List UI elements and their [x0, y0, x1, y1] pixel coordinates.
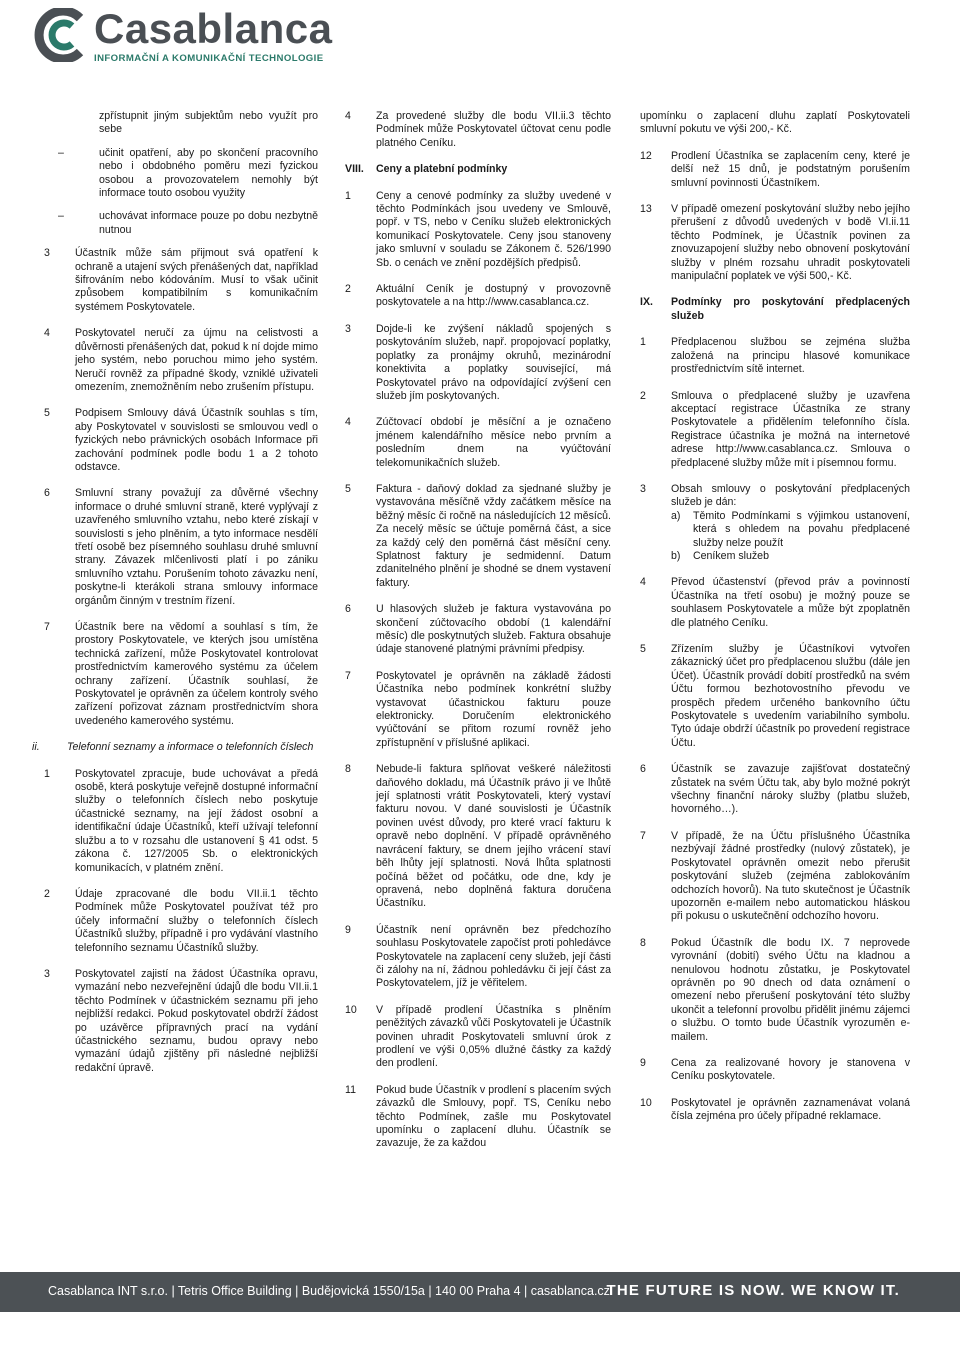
clause: [345, 416, 611, 470]
clause: [640, 483, 910, 563]
clause-number: 8: [345, 763, 351, 776]
paragraph: zpřístupnit jiným subjektům nebo využít pro sebe: [99, 110, 318, 136]
clause-text: Poskytovatel zajistí na žádost Účastníka opravu, vymazání nebo nezveřejnění údajů dle bodu VII.ii.1 těchto Podmínek v účastnickém seznamu při jeho nejbližší redakci. Pokud poskytovatel obdrží žádost po uzávěrce přípravných prací na vydání účastnického seznamu, budou opravy nebo vymazání údajů zjištěny při následné nejbližší redakční úpravě.: [75, 967, 318, 1074]
clause: [345, 603, 611, 657]
sub-label: a): [671, 509, 681, 522]
clause-text: U hlasových služeb je faktura vystavována po skončení zúčtovacího období (1 kalendářní měsíc) dle poskytnutých služeb. Faktura obsahuje údaje stanovené platnými právními předpisy.: [376, 603, 611, 656]
clause-text: Za provedené služby dle bodu VII.ii.3 těchto Podmínek může Poskytovatel účtovat cenu podle platného Ceníku.: [376, 110, 611, 149]
clause-number: 11: [345, 1083, 356, 1096]
dash-text: učinit opatření, aby po skončení pracovního nebo i obdobného poměru mezi fyzickou osobou a provozovatelem nemohly být informace touto osobou využity: [99, 146, 318, 200]
clause: [345, 283, 611, 310]
clause-number: 4: [44, 327, 50, 340]
clause: [640, 203, 910, 283]
column-3: [640, 110, 910, 1137]
clause-text: Smluvní strany považují za důvěrné všechny informace o druhé smluvní straně, které vyplývají z uzavřeného smluvního vztahu, nebo které získají v souvislosti s jeho plněním, a tyto informace nesdělí třetí osobě bez písemného souhlasu druhé smluvní strany. Závazek mlčenlivosti platí i po zániku smluvního vztahu. Porušením tohoto závazku není, poskytne-li kterákoli strana smlouvy informace orgánům činným v trestním řízení.: [75, 487, 318, 607]
clause-text: Účastník bere na vědomí a souhlasí s tím, že prostory Poskytovatele, ve kterých jsou umístěna technická zařízení, může Poskytovatel kontrolovat prostřednictvím kamerového systému za účelem ochrany zařízení. Účastník souhlasí, že Poskytovatel je oprávněn za účelem kontroly svého zařízení pořizovat záznam prostřednictvím shora uvedeného kamerového systému.: [75, 621, 318, 727]
clause-number: 1: [640, 336, 646, 349]
clause-text: Účastník není oprávněn bez předchozího souhlasu Poskytovatele započíst proti pohledávce Poskytovatele na zaplacení ceny služeb, její části či zálohy na ní, žádnou pohledávku či její část za Poskytovatelem, jíž je věřitelem.: [376, 923, 611, 990]
clause: [345, 1084, 611, 1151]
clause-text: Obsah smlouvy o poskytování předplacených služeb je dán:: [671, 482, 910, 509]
clause-text: Dojde-li ke zvýšení nákladů spojených s poskytováním služeb, např. propojovací poplatky, poplatky za pronájmy okruhů, mezinárodní konektivita a poplatky související, má Poskytovatel právo na odpovídající zvýšení cen služeb jím poskytovaných.: [376, 322, 611, 402]
footer-address: Casablanca INT s.r.o. | Tetris Office Building | Budějovická 1550/15a | 140 00 Praha 4 | casablanca.cz: [48, 1284, 610, 1298]
clause-number: 6: [44, 487, 50, 500]
clause: [345, 670, 611, 750]
section-title: Ceny a platební podmínky: [376, 163, 508, 176]
clause: [640, 336, 910, 376]
clause-number: 5: [345, 482, 351, 495]
clause-text: Smlouva o předplacené služby je uzavřena akceptací registrace Účastníka ze strany Poskytovatele a přidělením telefonního čísla. Registrace účastníka je možná na internetové adrese http://www.casablanca.cz. Smlouva o předplacené služby může mít i písemnou formu.: [671, 389, 910, 469]
clause-text: Nebude-li faktura splňovat veškeré náležitosti daňového dokladu, má Účastník právo ji ve lhůtě její splatnosti vrátit Poskytovateli, který vystaví fakturu novou. V dané souvislosti je Účastník povinen uvést důvody, pro které vrací fakturu k opravě nebo doplnění. V případě oprávněného navrácení faktury, se dnem jejího vrácení staví běh lhůty její splatnosti. Nová lhůta splatnosti počíná běžet od počátku, ode dne, kdy je opravená, nebo doplněná faktura doručena Účastníku.: [376, 763, 611, 910]
sub-label: b): [671, 549, 681, 562]
clause-text: Účastník se zavazuje zajišťovat dostatečný zůstatek na svém Účtu tak, aby bylo možné pokrýt všechny finanční nároky služby (platbu služeb, hovorného…).: [671, 763, 910, 816]
clause: [345, 924, 611, 991]
clause-text: Faktura - daňový doklad za sjednané služby je vystavována měsíčně vždy začátkem měsíce na běžný měsíc či ročně na následujících 12 měsíců. Za necelý měsíc se účtuje poměrná část, a sice za každý celý den poměrná část měsíční ceny. Splatnost faktury je sedmidenní. Datum zdanitelného plnění je shodné se dnem vystavení faktury.: [376, 482, 611, 589]
clause: [640, 1057, 910, 1084]
clause-number: 7: [44, 621, 50, 633]
clause-number: 1: [44, 767, 50, 780]
clause: [345, 1004, 611, 1071]
footer-bar: [0, 1272, 960, 1312]
dash-marker: –: [58, 146, 64, 159]
section-number: ii.: [32, 741, 40, 754]
clause-number: 9: [345, 923, 351, 936]
clause-number: 3: [640, 482, 646, 495]
clause-text: Údaje zpracované dle bodu VII.ii.1 těchto Podmínek může Poskytovatel používat též pro účely informační služby o telefonních číslech Účastníků služby, případně i pro vydávání vlastního telefonního seznamu Účastníků služby.: [75, 887, 318, 954]
clause-number: 8: [640, 936, 646, 949]
column-1: [32, 110, 318, 1088]
dash-text: uchovávat informace pouze po dobu nezbytně nutnou: [99, 210, 318, 236]
clause-number: 3: [44, 967, 50, 980]
clause-text: Pokud bude Účastník v prodlení s placením svých závazků dle Smlouvy, popř. TS, Ceníku nebo těchto Podmínek, zašle mu Poskytovatel upomínku o zaplacení dluhu. Účastník se zavazuje, že za každou: [376, 1083, 611, 1150]
clause-text: Ceny a cenové podmínky za služby uvedené v těchto Podmínkách jsou uvedeny ve Smlouvě, popř. v TS, nebo v Ceníku služeb elektronických komunikací Poskytovatele. Ceny jsou stanoveny jako smluvní v souladu se Zákonem č. 526/1990 Sb. o cenách ve znění pozdějších předpisů.: [376, 189, 611, 269]
footer-slogan: THE FUTURE IS NOW. WE KNOW IT.: [606, 1282, 900, 1299]
clause-text: Převod účastenství (převod práv a povinností Účastníka na třetí osobu) je možný pouze se souhlasem Poskytovatele a může být zpoplatněn dle platného Ceníku.: [671, 576, 910, 629]
clause-number: 5: [640, 643, 646, 655]
clause-text: Podpisem Smlouvy dává Účastník souhlas s tím, aby Poskytovatel v souvislosti se smlouvou vedl o fyzických nebo právnických osobách Informace při zachování podmínek podle bodu 1 a 2 tohoto odstavce.: [75, 407, 318, 473]
clause-number: 2: [640, 389, 646, 402]
dash-item: [44, 210, 318, 237]
clause-number: 7: [640, 829, 646, 842]
clause: [640, 643, 910, 750]
clause-text: Cena za realizované hovory je stanovena v Ceníku poskytovatele.: [671, 1056, 910, 1083]
clause-text: V případě prodlení Účastníka s plněním peněžitých závazků vůči Poskytovateli je Účastník povinen uhradit Poskytovateli smluvní úrok z prodlení ve výši 0,05% dlužné částky za každý den prodlení.: [376, 1003, 611, 1070]
clause-text: Prodlení Účastníka se zaplacením ceny, které je delší než 15 dnů, je podstatným porušením smluvní povinnosti Účastníkem.: [671, 149, 910, 189]
clause: [44, 768, 318, 875]
clause-number: 2: [345, 283, 351, 296]
clause-text: upomínku o zaplacení dluhu zaplatí Poskytovateli smluvní pokutu ve výši 200,- Kč.: [640, 110, 910, 136]
clause-text: Zúčtovací období je měsíční a je označeno jménem kalendářního měsíce nebo prvním a posledním dnem na vyúčtování telekomunikačních služeb.: [376, 416, 611, 469]
clause-text: Poskytovatel je oprávněn zaznamenávat volaná čísla zejména pro účely případné reklamace.: [671, 1096, 910, 1123]
dash-item: [44, 147, 318, 201]
clause: [44, 407, 318, 474]
clause-number: 2: [44, 887, 50, 900]
section-title: Telefonní seznamy a informace o telefonních číslech: [67, 741, 314, 754]
casablanca-c-logo-icon: [34, 8, 90, 62]
logo-name: Casablanca: [94, 5, 333, 52]
sub-item: [671, 510, 910, 550]
clause: [345, 110, 611, 150]
column-2: [345, 110, 611, 1164]
clause: [640, 830, 910, 924]
clause-number: 5: [44, 407, 50, 420]
clause: [640, 110, 910, 137]
section-title: Podmínky pro poskytování předplacených služeb: [671, 296, 910, 322]
clause-body: [671, 483, 910, 563]
clause-number: 12: [640, 149, 652, 162]
sub-text: Těmito Podmínkami s výjimkou ustanovení, která s ohledem na povahu předplacené služby nelze použít: [693, 509, 910, 549]
sub-text: Ceníkem služeb: [693, 549, 769, 562]
clause-text: V případě, že na Účtu příslušného Účastníka nezbývají žádné prostředky (nulový zůstatek), je Poskytovatel oprávněn omezit nebo přerušit poskytování služeb (zejména zablokováním odchozích hovorů). Na tuto skutečnost je Účastník upozorněn e-mailem nebo automatickou hláskou při pokusu o uskutečnění odchozího hovoru.: [671, 829, 910, 923]
section-heading: [345, 163, 611, 176]
section-heading: [640, 296, 910, 323]
sub-item: [671, 550, 910, 563]
section-heading: [32, 741, 318, 754]
clause: [640, 576, 910, 630]
clause: [44, 968, 318, 1075]
clause-text: Poskytovatel je oprávněn na základě žádosti Účastníka nebo podmínek konkrétní služby vystavovat účastnickou fakturu pouze elektronicky. Doručením elektronického vyúčtování se přitom rozumí rovněž jeho zpřístupnění v příslušné aplikaci.: [376, 669, 611, 749]
logo-tagline: INFORMAČNÍ A KOMUNIKAČNÍ TECHNOLOGIE: [94, 53, 324, 64]
clause: [640, 1097, 910, 1124]
clause-text: Účastník může sám přijmout svá opatření k ochraně a utajení svých přenášených dat, například šifrováním nebo kódováním. Musí to však učinit způsobem kompatibilním s komunikačním systémem Poskytovatele.: [75, 247, 318, 313]
clause: [345, 483, 611, 590]
clause-text: Zřízením služby je Účastníkovi vytvořen zákaznický účet pro předplacenou službu (dále jen Účet). Účastník provádí dobití prostředků na svém Účtu formou bezhotovostního převodu ve prospěch předem určeného bankovního účtu Poskytovatele s uvedením variabilního symbolu. Tyto údaje obdrží účastník po provedení registrace Účtu.: [671, 643, 910, 749]
clause: [44, 888, 318, 955]
clause-text: Pokud Účastník dle bodu IX. 7 neprovede vyrovnání (dobití) svého Účtu na kladnou a nenulovou hodnotu zůstatku, je Poskytovatel oprávněn po 90 dnech od data oznámení o omezení nebo přerušení poskytování této služby ukončit a telefonní provolbu přidělit jinému zájemci o službu. O tomto bude Účastník vyrozuměn e-mailem.: [671, 936, 910, 1043]
clause: [345, 323, 611, 403]
section-number: VIII.: [345, 163, 364, 176]
clause-text: V případě omezení poskytování služby nebo jejího přerušení z důvodů uvedených v bodě VI.ii.11 těchto Podmínek, je Účastník povinen za znovuzapojení služby nebo obnovení poskytování služby v plném rozsahu uhradit poskytovateli manipulační poplatek ve výši 500,- Kč.: [671, 203, 910, 283]
clause-number: 7: [345, 669, 351, 682]
clause: [44, 327, 318, 394]
clause: [640, 150, 910, 190]
clause-number: 3: [345, 322, 351, 335]
clause-number: 9: [640, 1056, 646, 1069]
clause-number: 6: [640, 763, 646, 776]
clause-number: 6: [345, 603, 351, 616]
clause: [640, 763, 910, 817]
clause-number: 1: [345, 189, 351, 202]
clause-number: 10: [345, 1003, 357, 1016]
clause-text: Aktuální Ceník je dostupný v provozovně poskytovatele a na http://www.casablanca.cz.: [376, 283, 611, 309]
section-number: IX.: [640, 296, 653, 309]
clause-text: Poskytovatel neručí za újmu na celistvosti a důvěrnosti přenášených dat, pokud k ní dojde mimo jeho systém, nebo poruchou mimo jeho systém. Neručí rovněž za případné škody, vzniklé uživateli omezením, znemožněním nebo zrušením přístupu.: [75, 327, 318, 393]
clause: [640, 390, 910, 470]
clause-number: 10: [640, 1096, 652, 1109]
clause-number: 4: [640, 576, 646, 589]
clause-number: 4: [345, 110, 351, 122]
clause-text: Předplacenou službou se zejména služba založená na principu hlasové komunikace prostřednictvím sítě internet.: [671, 336, 910, 376]
clause: [44, 247, 318, 314]
clause-text: Poskytovatel zpracuje, bude uchovávat a předá osobě, která poskytuje veřejně dostupné informační služby o telefonních číslech nebo poskytuje účastnické seznamy, na její žádost osobní a identifikační údaje Účastníků, kteří užívají telefonní službu a to v rozsahu dle ustanovení § 41 odst. 5 zákona č. 127/2005 Sb. o elektronických komunikacích, v platném znění.: [75, 767, 318, 874]
company-logo: [34, 5, 333, 64]
clause: [345, 763, 611, 910]
clause: [44, 487, 318, 608]
clause-number: 4: [345, 416, 351, 429]
dash-marker: –: [58, 210, 64, 223]
clause: [44, 621, 318, 728]
clause-number: 3: [44, 247, 50, 260]
clause: [640, 937, 910, 1044]
clause-number: 13: [640, 203, 652, 216]
clause: [345, 190, 611, 270]
